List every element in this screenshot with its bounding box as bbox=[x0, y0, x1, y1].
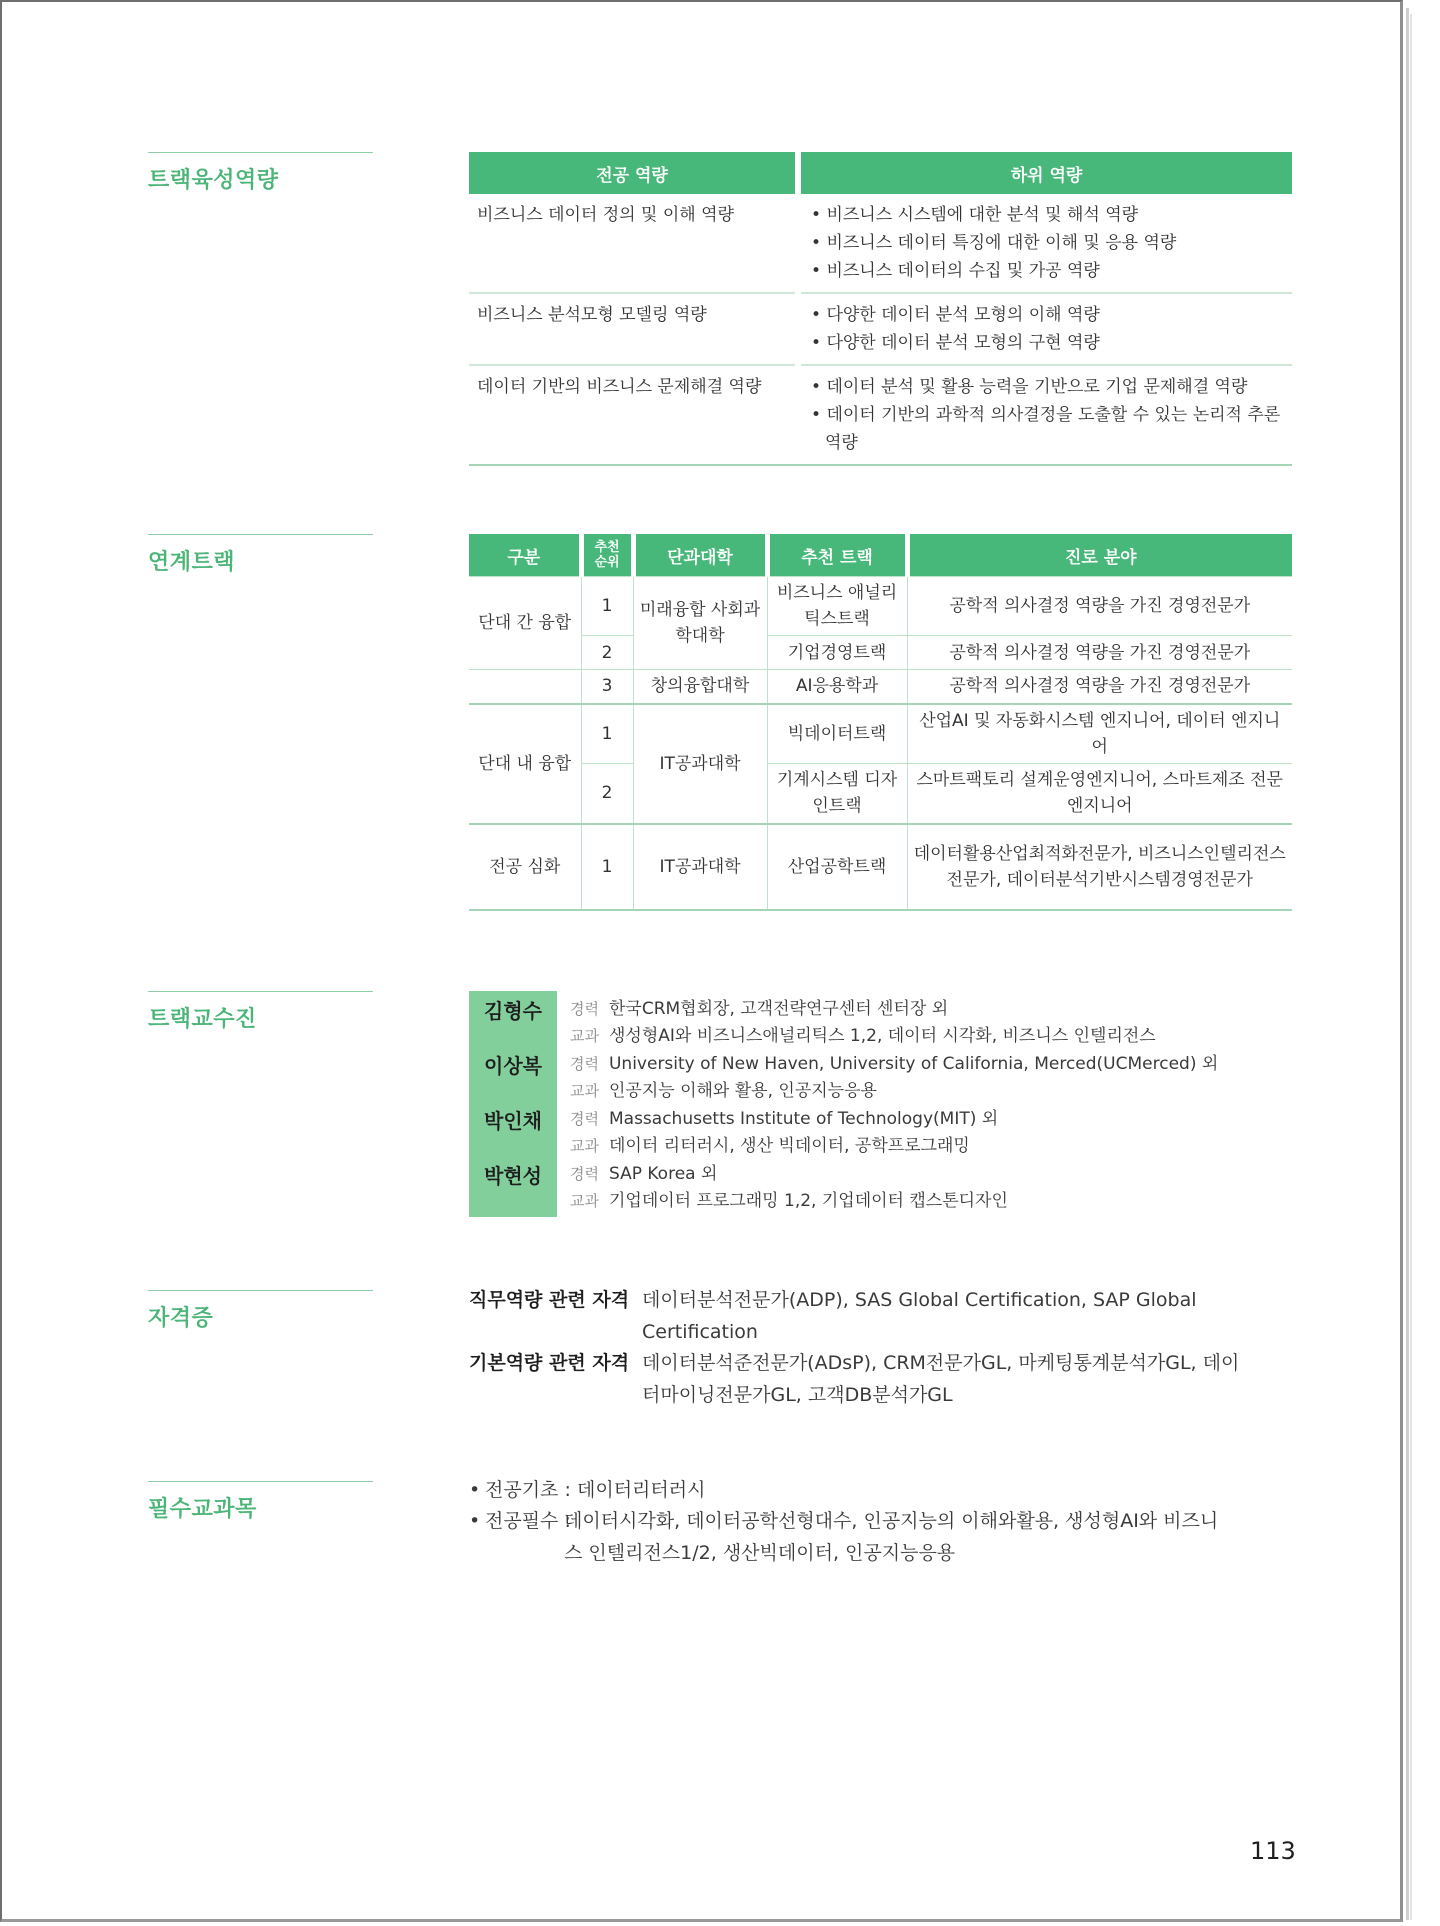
list-item: • 비즈니스 시스템에 대한 분석 및 해석 역량 bbox=[811, 205, 1139, 225]
faculty-list bbox=[469, 991, 1289, 1217]
rank-cell: 1 bbox=[581, 704, 633, 764]
header-major-competency: 전공 역량 bbox=[469, 152, 795, 194]
faculty-name: 이상복 bbox=[484, 1054, 542, 1078]
section-label-required-courses: 필수교과목 bbox=[148, 1481, 373, 1523]
college-cell: 미래융합 사회과학대학 bbox=[633, 577, 767, 670]
faculty-name: 박현성 bbox=[484, 1164, 542, 1188]
section-label-certificates: 자격증 bbox=[148, 1290, 373, 1332]
sub-competency-list bbox=[801, 194, 1292, 294]
faculty-courses: 교과 생성형AI와 비즈니스애널리틱스 1,2, 데이터 시각화, 비즈니스 인텔리전스 bbox=[570, 1026, 1156, 1046]
rank-cell: 3 bbox=[581, 670, 633, 704]
faculty-career: 경력 SAP Korea 외 bbox=[570, 1164, 718, 1184]
header-rank: 추천 순위 bbox=[581, 534, 633, 577]
rank-cell: 1 bbox=[581, 824, 633, 910]
header-career: 진로 분야 bbox=[907, 534, 1292, 577]
header-sub-competency: 하위 역량 bbox=[801, 152, 1292, 194]
faculty-name: 김형수 bbox=[484, 999, 542, 1023]
page-edge-shadow bbox=[1410, 14, 1412, 1920]
required-course-value: 데이터리터러시 bbox=[577, 1479, 706, 1501]
faculty-courses: 교과 인공지능 이해와 활용, 인공지능응용 bbox=[570, 1081, 877, 1101]
table-row bbox=[469, 294, 1292, 366]
table-row bbox=[469, 636, 1292, 670]
section-label-faculty: 트랙교수진 bbox=[148, 991, 373, 1033]
college-cell: IT공과대학 bbox=[633, 704, 767, 824]
required-course-value: 데이터시각화, 데이터공학선형대수, 인공지능의 이해와활용, 생성형AI와 비즈니스 인텔리전스1/2, 생산빅데이터, 인공지능응용 bbox=[564, 1510, 1219, 1564]
major-competency: 데이터 기반의 비즈니스 문제해결 역량 bbox=[469, 366, 795, 466]
major-competency: 비즈니스 분석모형 모델링 역량 bbox=[469, 294, 795, 366]
page-edge bbox=[1406, 8, 1409, 1920]
list-item: • 다양한 데이터 분석 모형의 이해 역량 bbox=[811, 305, 1100, 325]
table-row bbox=[469, 577, 1292, 636]
table-row bbox=[469, 366, 1292, 466]
table-row bbox=[469, 704, 1292, 764]
track-cell: 기계시스템 디자인트랙 bbox=[767, 764, 907, 824]
list-item: • 데이터 기반의 과학적 의사결정을 도출할 수 있는 논리적 추론 역량 bbox=[811, 405, 1281, 453]
bullet: • bbox=[469, 1479, 481, 1501]
certificate-value: 데이터분석전문가(ADP), SAS Global Certification, SAP Global Certification bbox=[642, 1289, 1197, 1343]
track-cell: AI응용학과 bbox=[767, 670, 907, 704]
section-label-linked-tracks: 연계트랙 bbox=[148, 534, 373, 576]
required-course-label: 전공기초 : bbox=[485, 1479, 571, 1501]
list-item: • 비즈니스 데이터 특징에 대한 이해 및 응용 역량 bbox=[811, 233, 1177, 253]
header-category: 구분 bbox=[469, 534, 581, 577]
header-college: 단과대학 bbox=[633, 534, 767, 577]
certificate-title: 기본역량 관련 자격 bbox=[469, 1352, 630, 1374]
certificate-value: 데이터분석준전문가(ADsP), CRM전문가GL, 마케팅통계분석가GL, 데이터마이닝전문가GL, 고객DB분석가GL bbox=[642, 1352, 1240, 1406]
sub-competency-list bbox=[801, 366, 1292, 466]
category-cell: 단대 내 융합 bbox=[469, 704, 581, 824]
table-row bbox=[469, 194, 1292, 294]
faculty-career: 경력 한국CRM협회장, 고객전략연구센터 센터장 외 bbox=[570, 999, 949, 1019]
career-cell: 데이터활용산업최적화전문가, 비즈니스인텔리전스전문가, 데이터분석기반시스템경영전문가 bbox=[907, 824, 1292, 910]
table-row bbox=[469, 670, 1292, 704]
faculty-courses: 교과 기업데이터 프로그래밍 1,2, 기업데이터 캡스톤디자인 bbox=[570, 1191, 1008, 1211]
career-cell: 스마트팩토리 설계운영엔지니어, 스마트제조 전문엔지니어 bbox=[907, 764, 1292, 824]
section-label-competency: 트랙육성역량 bbox=[148, 152, 373, 194]
rank-cell: 2 bbox=[581, 636, 633, 670]
track-cell: 빅데이터트랙 bbox=[767, 704, 907, 764]
sub-competency-list bbox=[801, 294, 1292, 366]
major-competency: 비즈니스 데이터 정의 및 이해 역량 bbox=[469, 194, 795, 294]
career-cell: 산업AI 및 자동화시스템 엔지니어, 데이터 엔지니어 bbox=[907, 704, 1292, 764]
career-cell: 공학적 의사결정 역량을 가진 경영전문가 bbox=[907, 670, 1292, 704]
rank-cell: 1 bbox=[581, 577, 633, 636]
faculty-career: 경력 Massachusetts Institute of Technology(MIT) 외 bbox=[570, 1109, 999, 1129]
table-row bbox=[469, 764, 1292, 824]
table-row bbox=[469, 824, 1292, 910]
track-cell: 비즈니스 애널리틱스트랙 bbox=[767, 577, 907, 636]
career-cell: 공학적 의사결정 역량을 가진 경영전문가 bbox=[907, 577, 1292, 636]
faculty-name-column bbox=[469, 991, 557, 1217]
list-item: • 데이터 분석 및 활용 능력을 기반으로 기업 문제해결 역량 bbox=[811, 377, 1248, 397]
category-cell: 단대 간 융합 bbox=[469, 577, 581, 670]
track-cell: 산업공학트랙 bbox=[767, 824, 907, 910]
header-track: 추천 트랙 bbox=[767, 534, 907, 577]
list-item: • 비즈니스 데이터의 수집 및 가공 역량 bbox=[811, 261, 1100, 281]
track-cell: 기업경영트랙 bbox=[767, 636, 907, 670]
page-number: 113 bbox=[1250, 1837, 1296, 1865]
career-cell: 공학적 의사결정 역량을 가진 경영전문가 bbox=[907, 636, 1292, 670]
faculty-career: 경력 University of New Haven, University of California, Merced(UCMerced) 외 bbox=[570, 1054, 1219, 1074]
college-cell: IT공과대학 bbox=[633, 824, 767, 910]
college-cell: 창의융합대학 bbox=[633, 670, 767, 704]
faculty-name: 박인채 bbox=[484, 1109, 542, 1133]
bullet: • bbox=[469, 1510, 481, 1532]
faculty-courses: 교과 데이터 리터러시, 생산 빅데이터, 공학프로그래밍 bbox=[570, 1136, 970, 1156]
rank-cell: 2 bbox=[581, 764, 633, 824]
competency-table bbox=[469, 152, 1292, 466]
linked-track-table bbox=[469, 534, 1292, 911]
list-item: • 다양한 데이터 분석 모형의 구현 역량 bbox=[811, 333, 1100, 353]
certificate-title: 직무역량 관련 자격 bbox=[469, 1289, 630, 1311]
category-cell-empty bbox=[469, 670, 581, 704]
category-cell: 전공 심화 bbox=[469, 824, 581, 910]
required-course-label: 전공필수 : bbox=[485, 1510, 571, 1532]
